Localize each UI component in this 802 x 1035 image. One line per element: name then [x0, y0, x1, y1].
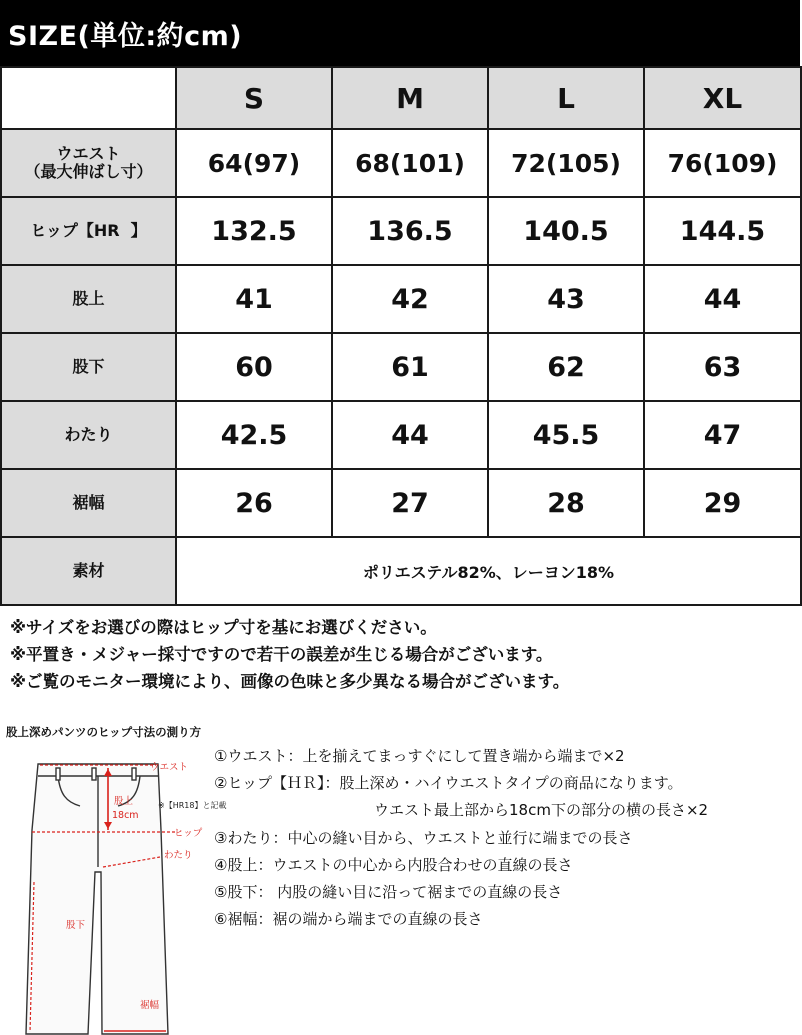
- table-cell: 140.5: [488, 197, 644, 265]
- table-cell: 64(97): [176, 129, 332, 197]
- table-row-rise: [1, 265, 801, 333]
- table-cell: 28: [488, 469, 644, 537]
- table-row-inseam: [1, 333, 801, 401]
- diagram-label-hem: 裾幅: [140, 1000, 160, 1011]
- guide-item: ①ウエスト：上を揃えてまっすぐにして置き端から端まで×2: [214, 747, 625, 765]
- size-header-l: L: [488, 67, 644, 129]
- table-cell: 47: [644, 401, 801, 469]
- diagram-label-hr-note: ※【HR18】と記載: [158, 801, 227, 810]
- size-header-m: M: [332, 67, 488, 129]
- diagram-label-rise: 股上: [114, 796, 134, 807]
- table-cell: 62: [488, 333, 644, 401]
- size-header-s: S: [176, 67, 332, 129]
- table-cell: 72(105): [488, 129, 644, 197]
- table-row-hip: [1, 197, 801, 265]
- table-cell: 44: [332, 401, 488, 469]
- diagram-label-waist: ウエスト: [150, 762, 189, 773]
- table-cell: 76(109): [644, 129, 801, 197]
- diagram-label-thigh: わたり: [164, 850, 193, 861]
- table-cell: 68(101): [332, 129, 488, 197]
- row-label-thigh: わたり: [1, 401, 176, 469]
- note-line: ※サイズをお選びの際はヒップ寸を基にお選びください。: [10, 618, 437, 637]
- material-value: ポリエステル82%、レーヨン18%: [176, 537, 801, 605]
- row-label-material: 素材: [1, 537, 176, 605]
- pants-outline-icon: [26, 764, 168, 1034]
- measure-guide-title: 股上深めパンツのヒップ寸法の測り方: [6, 725, 202, 739]
- diagram-label-rise-value: 18cm: [112, 810, 139, 821]
- size-chart-title: SIZE(単位:約cm): [0, 0, 800, 66]
- table-corner-cell: [1, 67, 176, 129]
- table-cell: 132.5: [176, 197, 332, 265]
- guide-item: ⑤股下： 内股の縫い目に沿って裾までの直線の長さ: [214, 883, 563, 902]
- diagram-label-hip: ヒップ: [174, 828, 203, 839]
- table-cell: 63: [644, 333, 801, 401]
- guide-item: ③わたり：中心の縫い目から、ウエストと並行に端までの長さ: [214, 828, 633, 847]
- table-cell: 27: [332, 469, 488, 537]
- note-line: ※平置き・メジャー採寸ですので若干の誤差が生じる場合がございます。: [10, 645, 553, 664]
- table-row-thigh: [1, 401, 801, 469]
- pants-diagram: [0, 742, 227, 1035]
- row-label-inseam: 股下: [1, 333, 176, 401]
- table-row-waist: [1, 129, 801, 197]
- row-label-rise: 股上: [1, 265, 176, 333]
- table-cell: 136.5: [332, 197, 488, 265]
- table-cell: 45.5: [488, 401, 644, 469]
- row-label-waist: ウエスト （最大伸ばし寸）: [1, 129, 176, 197]
- row-label-hem: 裾幅: [1, 469, 176, 537]
- table-cell: 44: [644, 265, 801, 333]
- diagram-label-inseam: 股下: [66, 920, 86, 931]
- size-header-xl: XL: [644, 67, 801, 129]
- measure-guide-list: [214, 743, 798, 933]
- table-cell: 60: [176, 333, 332, 401]
- table-cell: 41: [176, 265, 332, 333]
- table-cell: 144.5: [644, 197, 801, 265]
- table-row-hem: [1, 469, 801, 537]
- row-label-hip: ヒップ【HR 】: [1, 197, 176, 265]
- guide-item: ②ヒップ【ＨＲ】：股上深め・ハイウエストタイプの商品になります。: [214, 774, 683, 793]
- note-line: ※ご覧のモニター環境により、画像の色味と多少異なる場合がございます。: [10, 672, 570, 691]
- table-cell: 61: [332, 333, 488, 401]
- size-header-row: [1, 67, 801, 129]
- guide-item: ⑥裾幅：裾の端から端までの直線の長さ: [214, 910, 483, 929]
- table-cell: 42.5: [176, 401, 332, 469]
- table-cell: 29: [644, 469, 801, 537]
- size-table: [0, 66, 802, 606]
- guide-item: ウエスト最上部から18cm下の部分の横の長さ×2: [374, 801, 709, 820]
- table-cell: 43: [488, 265, 644, 333]
- notes: [10, 614, 790, 695]
- table-row-material: [1, 537, 801, 605]
- table-cell: 42: [332, 265, 488, 333]
- guide-item: ④股上：ウエストの中心から内股合わせの直線の長さ: [214, 855, 573, 874]
- table-cell: 26: [176, 469, 332, 537]
